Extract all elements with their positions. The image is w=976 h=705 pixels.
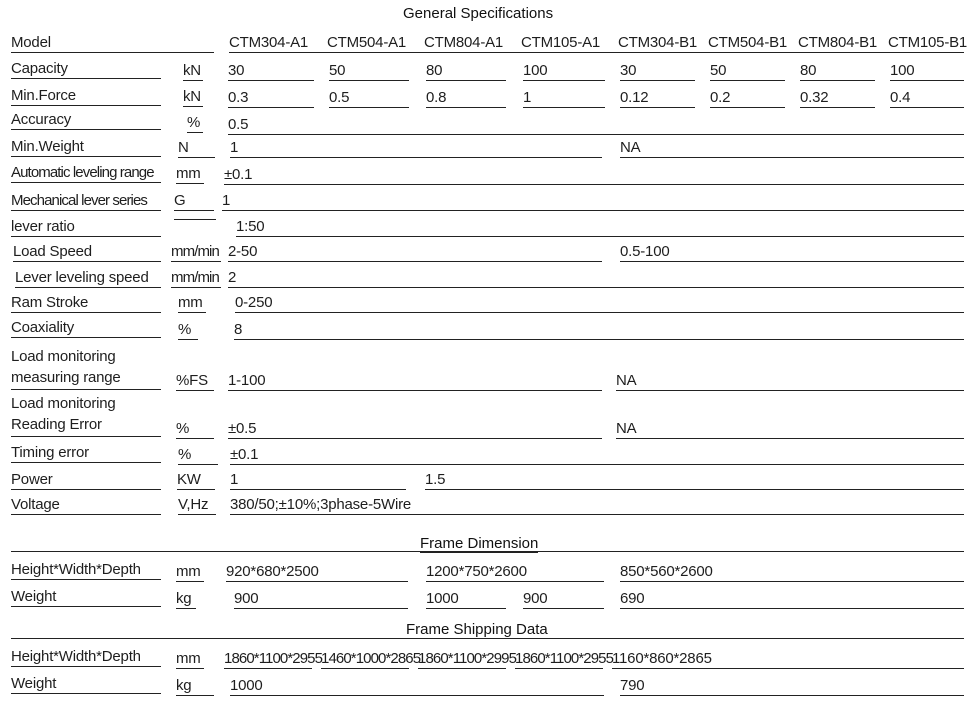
shipping-hwd-value: 1160*860*2865 [612, 650, 964, 669]
coaxiality-value: 8 [234, 321, 964, 340]
min-force-value: 0.5 [329, 89, 409, 108]
ram-stroke-label: Ram Stroke [11, 294, 161, 313]
capacity-value: 100 [523, 62, 605, 81]
auto-leveling-unit: mm [176, 165, 204, 184]
accuracy-unit: % [187, 114, 203, 133]
label-line: Reading Error [11, 416, 102, 433]
frame-hwd-value: 850*560*2600 [620, 563, 964, 582]
lever-leveling-speed-value: 2 [228, 269, 964, 288]
label-line: Load monitoring [11, 395, 116, 412]
capacity-value: 50 [329, 62, 409, 81]
load-speed-value: 0.5-100 [620, 243, 964, 262]
min-force-label: Min.Force [11, 87, 161, 106]
min-weight-unit: N [178, 139, 215, 158]
label-line: measuring range [11, 369, 121, 386]
shipping-hwd-value: 1860*1100*2955 [515, 650, 614, 667]
power-label: Power [11, 471, 161, 490]
min-force-unit: kN [183, 88, 203, 107]
accuracy-label: Accuracy [11, 111, 161, 130]
model-name: CTM804-B1 [798, 34, 878, 51]
capacity-value: 30 [228, 62, 314, 81]
model-name: CTM304-B1 [618, 34, 698, 51]
load-monitoring-error-unit: % [176, 420, 214, 439]
timing-error-unit: % [178, 446, 218, 465]
lever-leveling-speed-label: Lever leveling speed [15, 269, 161, 288]
shipping-hwd-value: 1460*1000*2865 [321, 650, 421, 667]
shipping-weight-unit: kg [176, 677, 214, 696]
coaxiality-unit: % [178, 321, 198, 340]
section-title-general-specifications: General Specifications [403, 5, 554, 22]
shipping-weight-label: Weight [11, 675, 161, 694]
section-rule [11, 638, 964, 639]
load-monitoring-range-value: NA [616, 372, 964, 391]
auto-leveling-label: Automatic leveling range [11, 164, 161, 183]
lever-leveling-speed-unit: mm/min [171, 269, 221, 288]
capacity-unit: kN [183, 62, 203, 81]
coaxiality-label: Coaxiality [11, 319, 161, 338]
load-monitoring-error-value: NA [616, 420, 964, 439]
load-monitoring-range-label [11, 346, 161, 390]
label-line: Load monitoring [11, 348, 116, 365]
lever-series-value: 1 [222, 192, 964, 211]
load-speed-label: Load Speed [13, 243, 161, 262]
capacity-value: 80 [426, 62, 506, 81]
frame-weight-label: Weight [11, 588, 161, 607]
lever-ratio-value: 1:50 [236, 218, 964, 237]
shipping-hwd-unit: mm [176, 650, 204, 669]
timing-error-label: Timing error [11, 444, 161, 463]
model-label: Model [11, 34, 214, 53]
load-speed-value: 2-50 [228, 243, 602, 262]
model-name: CTM504-A1 [327, 34, 407, 51]
model-row-rule [229, 52, 964, 53]
accuracy-value: 0.5 [228, 116, 964, 135]
auto-leveling-value: ±0.1 [224, 166, 964, 185]
model-name: CTM304-A1 [229, 34, 309, 51]
load-monitoring-range-value: 1-100 [228, 372, 602, 391]
min-weight-value: NA [620, 139, 964, 158]
frame-hwd-value: 920*680*2500 [226, 563, 408, 582]
voltage-value: 380/50;±10%;3phase-5Wire [230, 496, 964, 515]
power-value: 1 [230, 471, 406, 490]
capacity-value: 80 [800, 62, 875, 81]
min-weight-value: 1 [230, 139, 602, 158]
shipping-hwd-value: 1860*1100*2995 [418, 650, 517, 667]
voltage-unit: V,Hz [178, 496, 216, 515]
frame-hwd-label: Height*Width*Depth [11, 561, 161, 580]
ram-stroke-unit: mm [178, 294, 206, 313]
frame-weight-value: 900 [234, 590, 408, 609]
min-force-value: 0.12 [620, 89, 695, 108]
power-unit: KW [177, 471, 215, 490]
lever-series-unit: G [174, 192, 214, 211]
model-name: CTM105-A1 [521, 34, 601, 51]
min-force-value: 0.32 [800, 89, 875, 108]
frame-weight-value: 900 [523, 590, 604, 609]
frame-hwd-value: 1200*750*2600 [426, 563, 604, 582]
capacity-value: 30 [620, 62, 695, 81]
voltage-label: Voltage [11, 496, 161, 515]
model-name: CTM504-B1 [708, 34, 788, 51]
load-monitoring-error-label [11, 393, 161, 437]
min-weight-label: Min.Weight [11, 138, 161, 157]
shipping-weight-value: 1000 [230, 677, 604, 696]
min-force-value: 0.3 [228, 89, 314, 108]
capacity-value: 50 [710, 62, 785, 81]
min-force-value: 1 [523, 89, 605, 108]
shipping-hwd-label: Height*Width*Depth [11, 648, 161, 667]
ram-stroke-value: 0-250 [235, 294, 964, 313]
load-speed-unit: mm/min [171, 243, 221, 262]
section-title-frame-shipping-data: Frame Shipping Data [406, 621, 548, 638]
capacity-label: Capacity [11, 60, 161, 79]
model-name: CTM804-A1 [424, 34, 504, 51]
lever-ratio-unit [174, 218, 216, 220]
load-monitoring-range-unit: %FS [176, 372, 214, 391]
frame-weight-value: 690 [620, 590, 964, 609]
shipping-weight-value: 790 [620, 677, 964, 696]
lever-ratio-label: lever ratio [11, 218, 161, 237]
capacity-value: 100 [890, 62, 964, 81]
min-force-value: 0.8 [426, 89, 506, 108]
frame-hwd-unit: mm [176, 563, 204, 582]
shipping-hwd-value: 1860*1100*2955 [224, 650, 323, 667]
min-force-value: 0.4 [890, 89, 964, 108]
frame-weight-unit: kg [176, 590, 196, 609]
lever-series-label: Mechanical lever series [11, 192, 161, 211]
timing-error-value: ±0.1 [230, 446, 964, 465]
load-monitoring-error-value: ±0.5 [228, 420, 602, 439]
min-force-value: 0.2 [710, 89, 785, 108]
model-name: CTM105-B1 [888, 34, 968, 51]
power-value: 1.5 [425, 471, 964, 490]
frame-weight-value: 1000 [426, 590, 506, 609]
section-title-frame-dimension: Frame Dimension [420, 535, 539, 552]
